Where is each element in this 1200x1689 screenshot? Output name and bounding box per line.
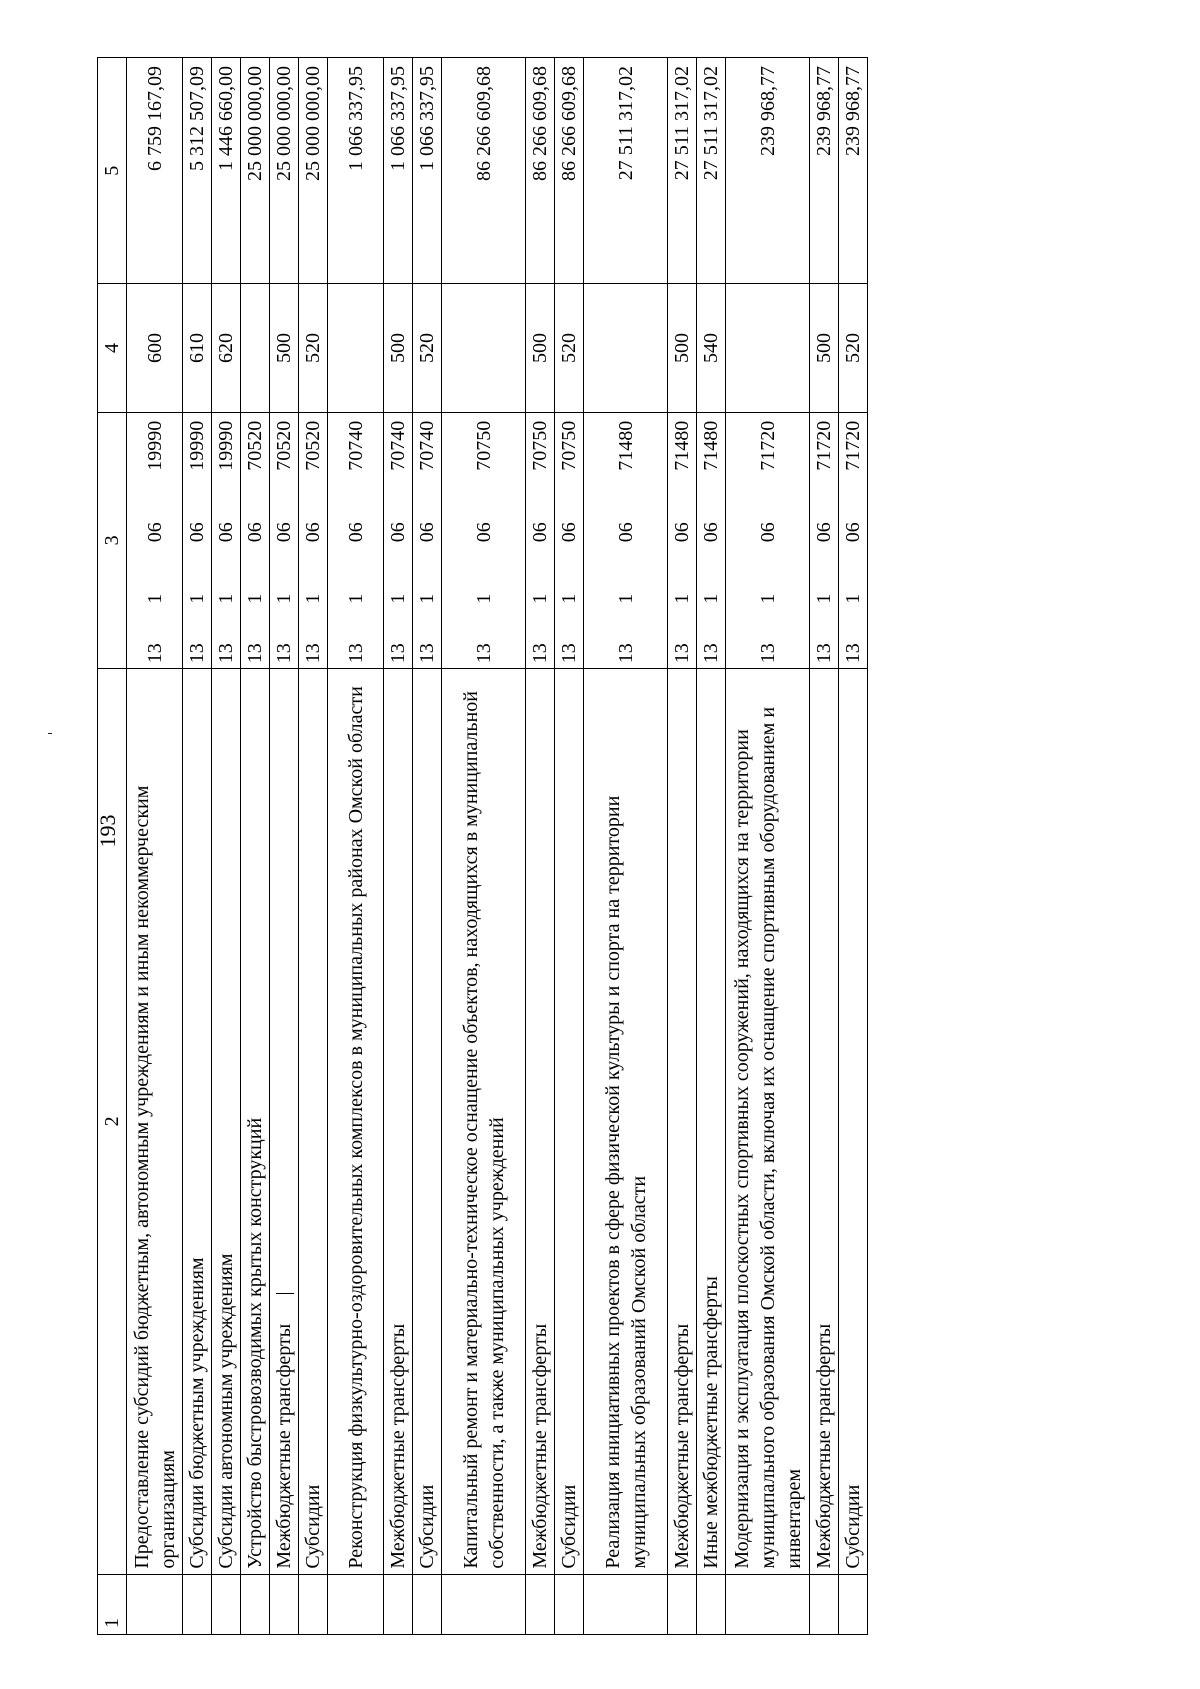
code-part: 13 <box>244 643 266 664</box>
classification-code <box>613 413 639 669</box>
code-part: 1 <box>186 593 208 604</box>
code-part: 1 <box>813 593 835 604</box>
code-cell <box>668 412 697 669</box>
table-row <box>726 58 810 1635</box>
classification-code <box>242 413 268 669</box>
name-cell <box>241 669 270 1574</box>
code-part: 13 <box>387 643 409 664</box>
code-cell <box>212 412 241 669</box>
code-cell <box>241 412 270 669</box>
code-cell <box>584 412 668 669</box>
expense-type-cell: 500 <box>270 284 299 412</box>
name-cell <box>555 669 584 1574</box>
code-part: 1 <box>302 593 324 604</box>
code-part: 70740 <box>387 420 409 471</box>
table-row <box>584 58 668 1635</box>
code-part: 06 <box>244 522 266 543</box>
code-part: 13 <box>273 643 295 664</box>
table-row <box>270 58 299 1635</box>
code-part: 19990 <box>143 420 166 471</box>
classification-code <box>698 413 724 669</box>
expense-type-cell <box>584 284 668 412</box>
code-part: 1 <box>700 593 722 604</box>
expense-type-cell: 520 <box>555 284 584 412</box>
code-part: 06 <box>813 522 835 543</box>
code-part: 1 <box>558 593 580 604</box>
header-cell-4: 4 <box>98 284 127 412</box>
name-cell <box>697 669 726 1574</box>
amount-cell: 25 000 000,00 <box>299 58 328 284</box>
item-name: Субсидии <box>416 1484 438 1569</box>
row-number-cell <box>442 1574 526 1634</box>
code-cell <box>384 412 413 669</box>
table-row <box>555 58 584 1635</box>
code-cell <box>299 412 328 669</box>
expense-type-cell <box>328 284 384 412</box>
code-part: 06 <box>558 522 580 543</box>
code-part: 13 <box>614 643 637 664</box>
amount-cell: 27 511 317,02 <box>584 58 668 284</box>
code-cell <box>526 412 555 669</box>
code-part: 06 <box>416 522 438 543</box>
code-part: 71480 <box>671 420 693 471</box>
expense-type-cell <box>726 284 810 412</box>
expense-type-cell: 520 <box>413 284 442 412</box>
code-part: 1 <box>416 593 438 604</box>
code-part: 06 <box>387 522 409 543</box>
classification-code <box>840 413 866 669</box>
page-number: 193 <box>95 814 120 848</box>
header-cell-3: 3 <box>98 412 127 669</box>
amount-cell: 239 968,77 <box>810 58 839 284</box>
code-part: 13 <box>813 643 835 664</box>
header-row <box>98 58 127 1635</box>
code-part: 13 <box>472 643 495 664</box>
code-part: 1 <box>671 593 693 604</box>
row-number-cell <box>413 1574 442 1634</box>
code-part: 06 <box>842 522 864 543</box>
expense-type-cell: 600 <box>127 284 183 412</box>
name-cell <box>127 669 183 1574</box>
amount-cell: 1 446 660,00 <box>212 58 241 284</box>
code-part: 13 <box>344 643 367 664</box>
code-part: 13 <box>215 643 237 664</box>
name-cell <box>526 669 555 1574</box>
row-number-cell <box>526 1574 555 1634</box>
item-name: Субсидии <box>558 1484 580 1569</box>
item-name: Межбюджетные трансферты <box>273 1323 295 1569</box>
item-name: Межбюджетные трансферты <box>813 1323 835 1569</box>
table-row <box>127 58 183 1635</box>
code-part: 1 <box>529 593 551 604</box>
code-part: 06 <box>671 522 693 543</box>
table-row <box>241 58 270 1635</box>
row-number-cell <box>299 1574 328 1634</box>
name-cell <box>668 669 697 1574</box>
code-cell <box>183 412 212 669</box>
code-part: 13 <box>756 643 779 664</box>
table-row <box>183 58 212 1635</box>
expense-type-cell: 520 <box>299 284 328 412</box>
row-number-cell <box>726 1574 810 1634</box>
amount-cell: 5 312 507,09 <box>183 58 212 284</box>
header-cell-1: 1 <box>98 1574 127 1634</box>
table-row <box>839 58 868 1635</box>
code-part: 06 <box>302 522 324 543</box>
code-cell <box>127 412 183 669</box>
row-number-cell <box>839 1574 868 1634</box>
name-cell <box>584 669 668 1574</box>
code-part: 13 <box>416 643 438 664</box>
table-row <box>328 58 384 1635</box>
code-cell <box>270 412 299 669</box>
code-cell <box>442 412 526 669</box>
row-number-cell <box>555 1574 584 1634</box>
table-row <box>526 58 555 1635</box>
name-cell <box>183 669 212 1574</box>
code-part: 70520 <box>302 420 324 471</box>
budget-table <box>97 57 868 1635</box>
code-part: 19990 <box>186 420 208 471</box>
item-name: Реализация инициативных проектов в сфере физической культуры и спорта на территории муниципальных образований Омской области <box>601 795 650 1569</box>
name-cell <box>270 669 299 1574</box>
code-part: 70520 <box>273 420 295 471</box>
row-number-cell <box>810 1574 839 1634</box>
item-name: Субсидии <box>842 1484 864 1569</box>
code-part: 1 <box>344 593 367 604</box>
code-cell <box>810 412 839 669</box>
table-row <box>413 58 442 1635</box>
name-cell <box>328 669 384 1574</box>
code-part: 13 <box>143 643 166 664</box>
amount-cell: 86 266 609,68 <box>555 58 584 284</box>
classification-code <box>669 413 695 669</box>
code-part: 06 <box>529 522 551 543</box>
expense-type-cell: 610 <box>183 284 212 412</box>
amount-cell: 1 066 337,95 <box>328 58 384 284</box>
code-part: 06 <box>472 522 495 543</box>
code-part: 71720 <box>756 420 779 471</box>
classification-code <box>527 413 553 669</box>
header-cell-5: 5 <box>98 58 127 284</box>
name-cell <box>839 669 868 1574</box>
table-row <box>668 58 697 1635</box>
code-cell <box>328 412 384 669</box>
amount-cell: 25 000 000,00 <box>270 58 299 284</box>
classification-code <box>142 413 168 669</box>
name-cell <box>212 669 241 1574</box>
code-part: 1 <box>472 593 495 604</box>
amount-cell: 86 266 609,68 <box>526 58 555 284</box>
code-part: 1 <box>273 593 295 604</box>
expense-type-cell: 500 <box>668 284 697 412</box>
code-part: 13 <box>700 643 722 664</box>
item-name: Устройство быстровозводимых крытых конструкций <box>244 1117 266 1569</box>
table-row <box>810 58 839 1635</box>
expense-type-cell: 520 <box>839 284 868 412</box>
code-cell <box>555 412 584 669</box>
amount-cell: 27 511 317,02 <box>668 58 697 284</box>
expense-type-cell: 620 <box>212 284 241 412</box>
code-part: 71720 <box>813 420 835 471</box>
code-part: 71480 <box>614 420 637 471</box>
row-number-cell <box>127 1574 183 1634</box>
row-number-cell <box>270 1574 299 1634</box>
code-part: 19990 <box>215 420 237 471</box>
code-part: 06 <box>186 522 208 543</box>
code-part: 13 <box>842 643 864 664</box>
amount-cell: 239 968,77 <box>726 58 810 284</box>
table-body <box>98 58 868 1635</box>
header-cell-2: 2 <box>98 669 127 1574</box>
item-name: Межбюджетные трансферты <box>671 1323 693 1569</box>
code-part: 13 <box>529 643 551 664</box>
name-cell <box>810 669 839 1574</box>
classification-code <box>385 413 411 669</box>
item-name: Предоставление субсидий бюджетным, автономным учреждениям и иным некоммерческим организациям <box>130 785 179 1569</box>
classification-code <box>556 413 582 669</box>
scan-speck <box>48 733 52 734</box>
expense-type-cell <box>241 284 270 412</box>
expense-type-cell: 500 <box>526 284 555 412</box>
classification-code <box>213 413 239 669</box>
row-number-cell <box>384 1574 413 1634</box>
code-part: 70740 <box>416 420 438 471</box>
code-part: 70520 <box>244 420 266 471</box>
row-number-cell <box>584 1574 668 1634</box>
amount-cell: 239 968,77 <box>839 58 868 284</box>
code-part: 71480 <box>700 420 722 471</box>
code-cell <box>697 412 726 669</box>
code-part: 1 <box>215 593 237 604</box>
row-number-cell <box>328 1574 384 1634</box>
table-row <box>442 58 526 1635</box>
code-part: 06 <box>614 522 637 543</box>
name-cell <box>442 669 526 1574</box>
classification-code <box>471 413 497 669</box>
item-name: Модернизация и эксплуатация плоскостных спортивных сооружений, находящихся на территории муниципального образования Омской области, включая их оснащение спортивным оборудованием и инвентарем <box>730 706 805 1569</box>
code-cell <box>839 412 868 669</box>
item-name: Капитальный ремонт и материально-техническое оснащение объектов, находящихся в муниципальной собственности, а также муниципальных учреждений <box>459 691 508 1569</box>
row-number-cell <box>183 1574 212 1634</box>
item-name: Межбюджетные трансферты <box>387 1323 409 1569</box>
classification-code <box>184 413 210 669</box>
expense-type-cell: 540 <box>697 284 726 412</box>
code-part: 06 <box>700 522 722 543</box>
code-part: 13 <box>558 643 580 664</box>
row-number-cell <box>212 1574 241 1634</box>
classification-code <box>414 413 440 669</box>
code-part: 71720 <box>842 420 864 471</box>
code-part: 70750 <box>472 420 495 471</box>
code-part: 1 <box>143 593 166 604</box>
code-part: 1 <box>614 593 637 604</box>
code-part: 1 <box>756 593 779 604</box>
row-number-cell <box>241 1574 270 1634</box>
amount-cell: 1 066 337,95 <box>384 58 413 284</box>
amount-cell: 1 066 337,95 <box>413 58 442 284</box>
expense-type-cell <box>442 284 526 412</box>
classification-code <box>755 413 781 669</box>
code-part: 70750 <box>529 420 551 471</box>
code-part: 1 <box>842 593 864 604</box>
amount-cell: 86 266 609,68 <box>442 58 526 284</box>
code-part: 13 <box>671 643 693 664</box>
classification-code <box>343 413 369 669</box>
item-name: Субсидии <box>302 1484 324 1569</box>
name-cell <box>384 669 413 1574</box>
classification-code <box>271 413 297 669</box>
amount-cell: 6 759 167,09 <box>127 58 183 284</box>
row-number-cell <box>697 1574 726 1634</box>
stray-dash-mark <box>276 1293 294 1294</box>
code-part: 06 <box>344 522 367 543</box>
code-part: 70740 <box>344 420 367 471</box>
code-cell <box>413 412 442 669</box>
amount-cell: 25 000 000,00 <box>241 58 270 284</box>
expense-type-cell: 500 <box>810 284 839 412</box>
code-part: 1 <box>244 593 266 604</box>
rotated-table-container <box>97 57 1082 1635</box>
code-part: 13 <box>302 643 324 664</box>
code-part: 06 <box>273 522 295 543</box>
expense-type-cell: 500 <box>384 284 413 412</box>
name-cell <box>726 669 810 1574</box>
code-part: 06 <box>756 522 779 543</box>
item-name: Субсидии бюджетным учреждениям <box>186 1257 208 1569</box>
code-part: 06 <box>215 522 237 543</box>
item-name: Реконструкция физкультурно-оздоровительных комплексов в муниципальных районах Омской области <box>344 686 367 1569</box>
code-part: 13 <box>186 643 208 664</box>
item-name: Субсидии автономным учреждениям <box>215 1253 237 1569</box>
code-part: 06 <box>143 522 166 543</box>
classification-code <box>811 413 837 669</box>
table-row <box>212 58 241 1635</box>
code-part: 1 <box>387 593 409 604</box>
name-cell <box>413 669 442 1574</box>
table-row <box>697 58 726 1635</box>
item-name: Иные межбюджетные трансферты <box>700 1276 722 1569</box>
item-name: Межбюджетные трансферты <box>529 1323 551 1569</box>
classification-code <box>300 413 326 669</box>
table-row <box>299 58 328 1635</box>
code-part: 70750 <box>558 420 580 471</box>
amount-cell: 27 511 317,02 <box>697 58 726 284</box>
table-row <box>384 58 413 1635</box>
row-number-cell <box>668 1574 697 1634</box>
code-cell <box>726 412 810 669</box>
name-cell <box>299 669 328 1574</box>
